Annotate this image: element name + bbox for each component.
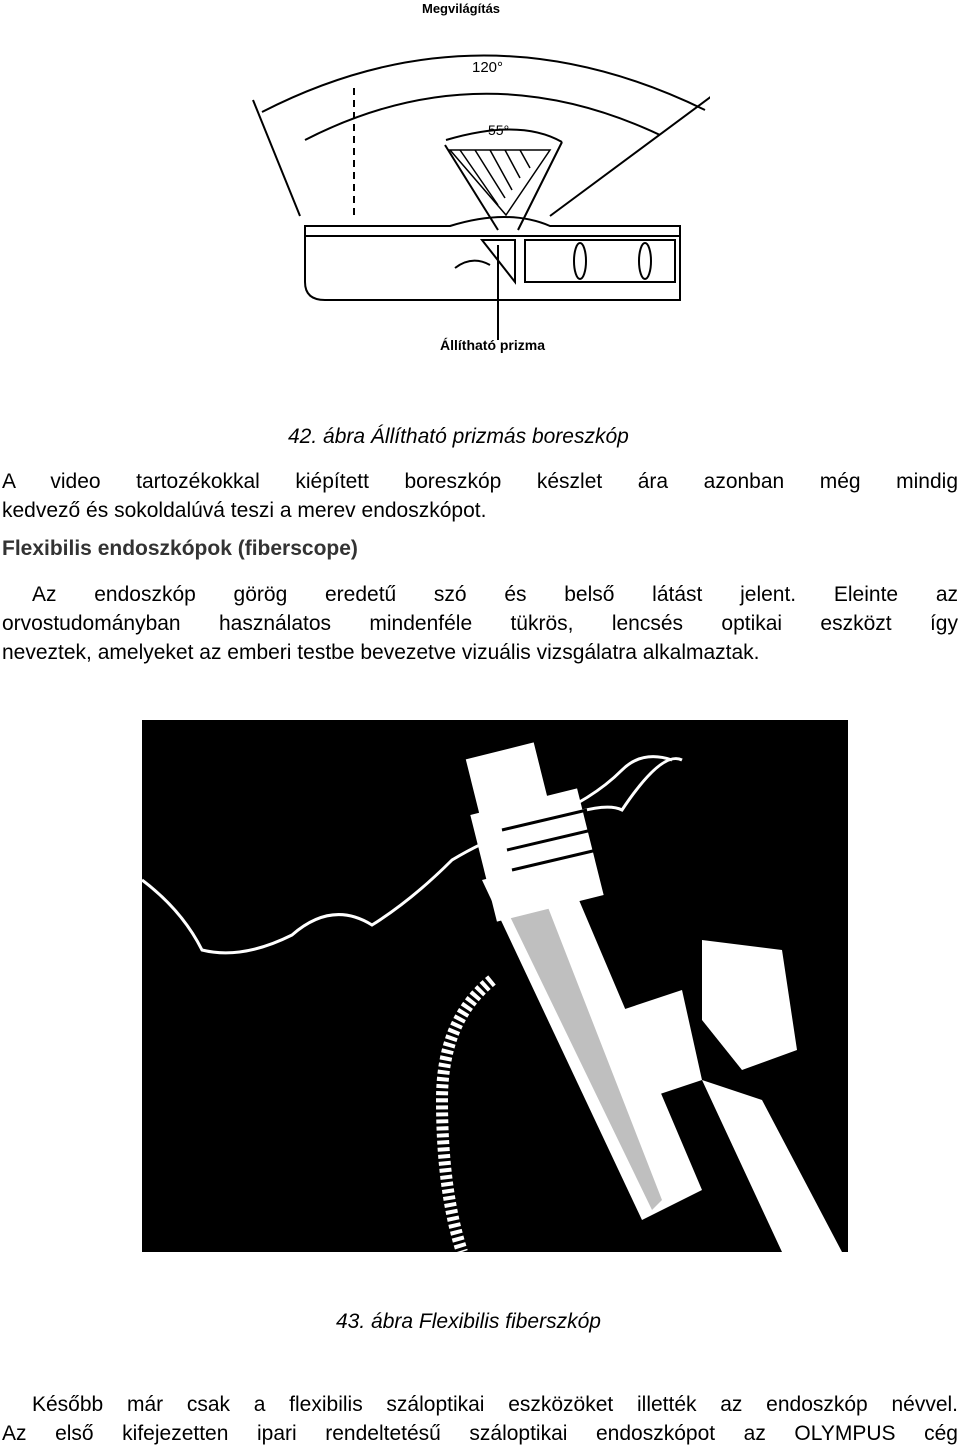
rotation-arrow xyxy=(455,261,490,268)
scope-body xyxy=(305,217,680,300)
lens-tube xyxy=(525,240,675,282)
paragraph-2 xyxy=(2,580,958,667)
paragraph-2-line-2: orvostudományban használatos mindenféle tükrös, lencsés optikai eszközt így xyxy=(2,612,958,635)
fiberscope-photo xyxy=(142,720,848,1252)
paragraph-2-line-1: Az endoszkóp görög eredetű szó és belső látást jelent. Eleinte az xyxy=(32,583,958,606)
paragraph-1-line-1: A video tartozékokkal kiépített boreszkóp készlet ára azonban még mindig xyxy=(2,470,958,493)
wide-angle-line-right xyxy=(550,90,710,216)
label-55-degrees: 55° xyxy=(488,122,510,138)
paragraph-1 xyxy=(2,467,958,525)
paragraph-3-line-1: Később már csak a flexibilis száloptikai eszközöket illették az endoszkóp névvel. xyxy=(32,1393,958,1416)
wide-arc-inner xyxy=(305,94,660,140)
narrow-line-right xyxy=(518,142,562,230)
paragraph-1-line-2: kedvező és sokoldalúvá teszi a merev endoszkópot. xyxy=(2,499,487,522)
label-allithato-prizma: Állítható prizma xyxy=(440,337,546,353)
borescope-prism-diagram xyxy=(250,0,710,355)
section-heading: Flexibilis endoszkópok (fiberscope) xyxy=(2,537,358,560)
figure-42-diagram xyxy=(250,0,710,355)
paragraph-3-line-2: Az első kifejezetten ipari rendeltetésű száloptikai endoszkópot az OLYMPUS cég xyxy=(2,1422,958,1445)
wide-angle-line-left xyxy=(253,100,300,216)
figure-42-caption: 42. ábra Állítható prizmás boreszkóp xyxy=(288,425,629,448)
paragraph-2-line-3: neveztek, amelyeket az emberi testbe bevezetve vizuális vizsgálatra alkalmaztak. xyxy=(2,641,760,664)
label-megvilagitas: Megvilágítás xyxy=(422,1,501,16)
figure-43-caption: 43. ábra Flexibilis fiberszkóp xyxy=(336,1310,601,1333)
figure-43-photo xyxy=(142,720,848,1252)
paragraph-3 xyxy=(2,1390,958,1448)
label-120-degrees: 120° xyxy=(472,59,504,76)
